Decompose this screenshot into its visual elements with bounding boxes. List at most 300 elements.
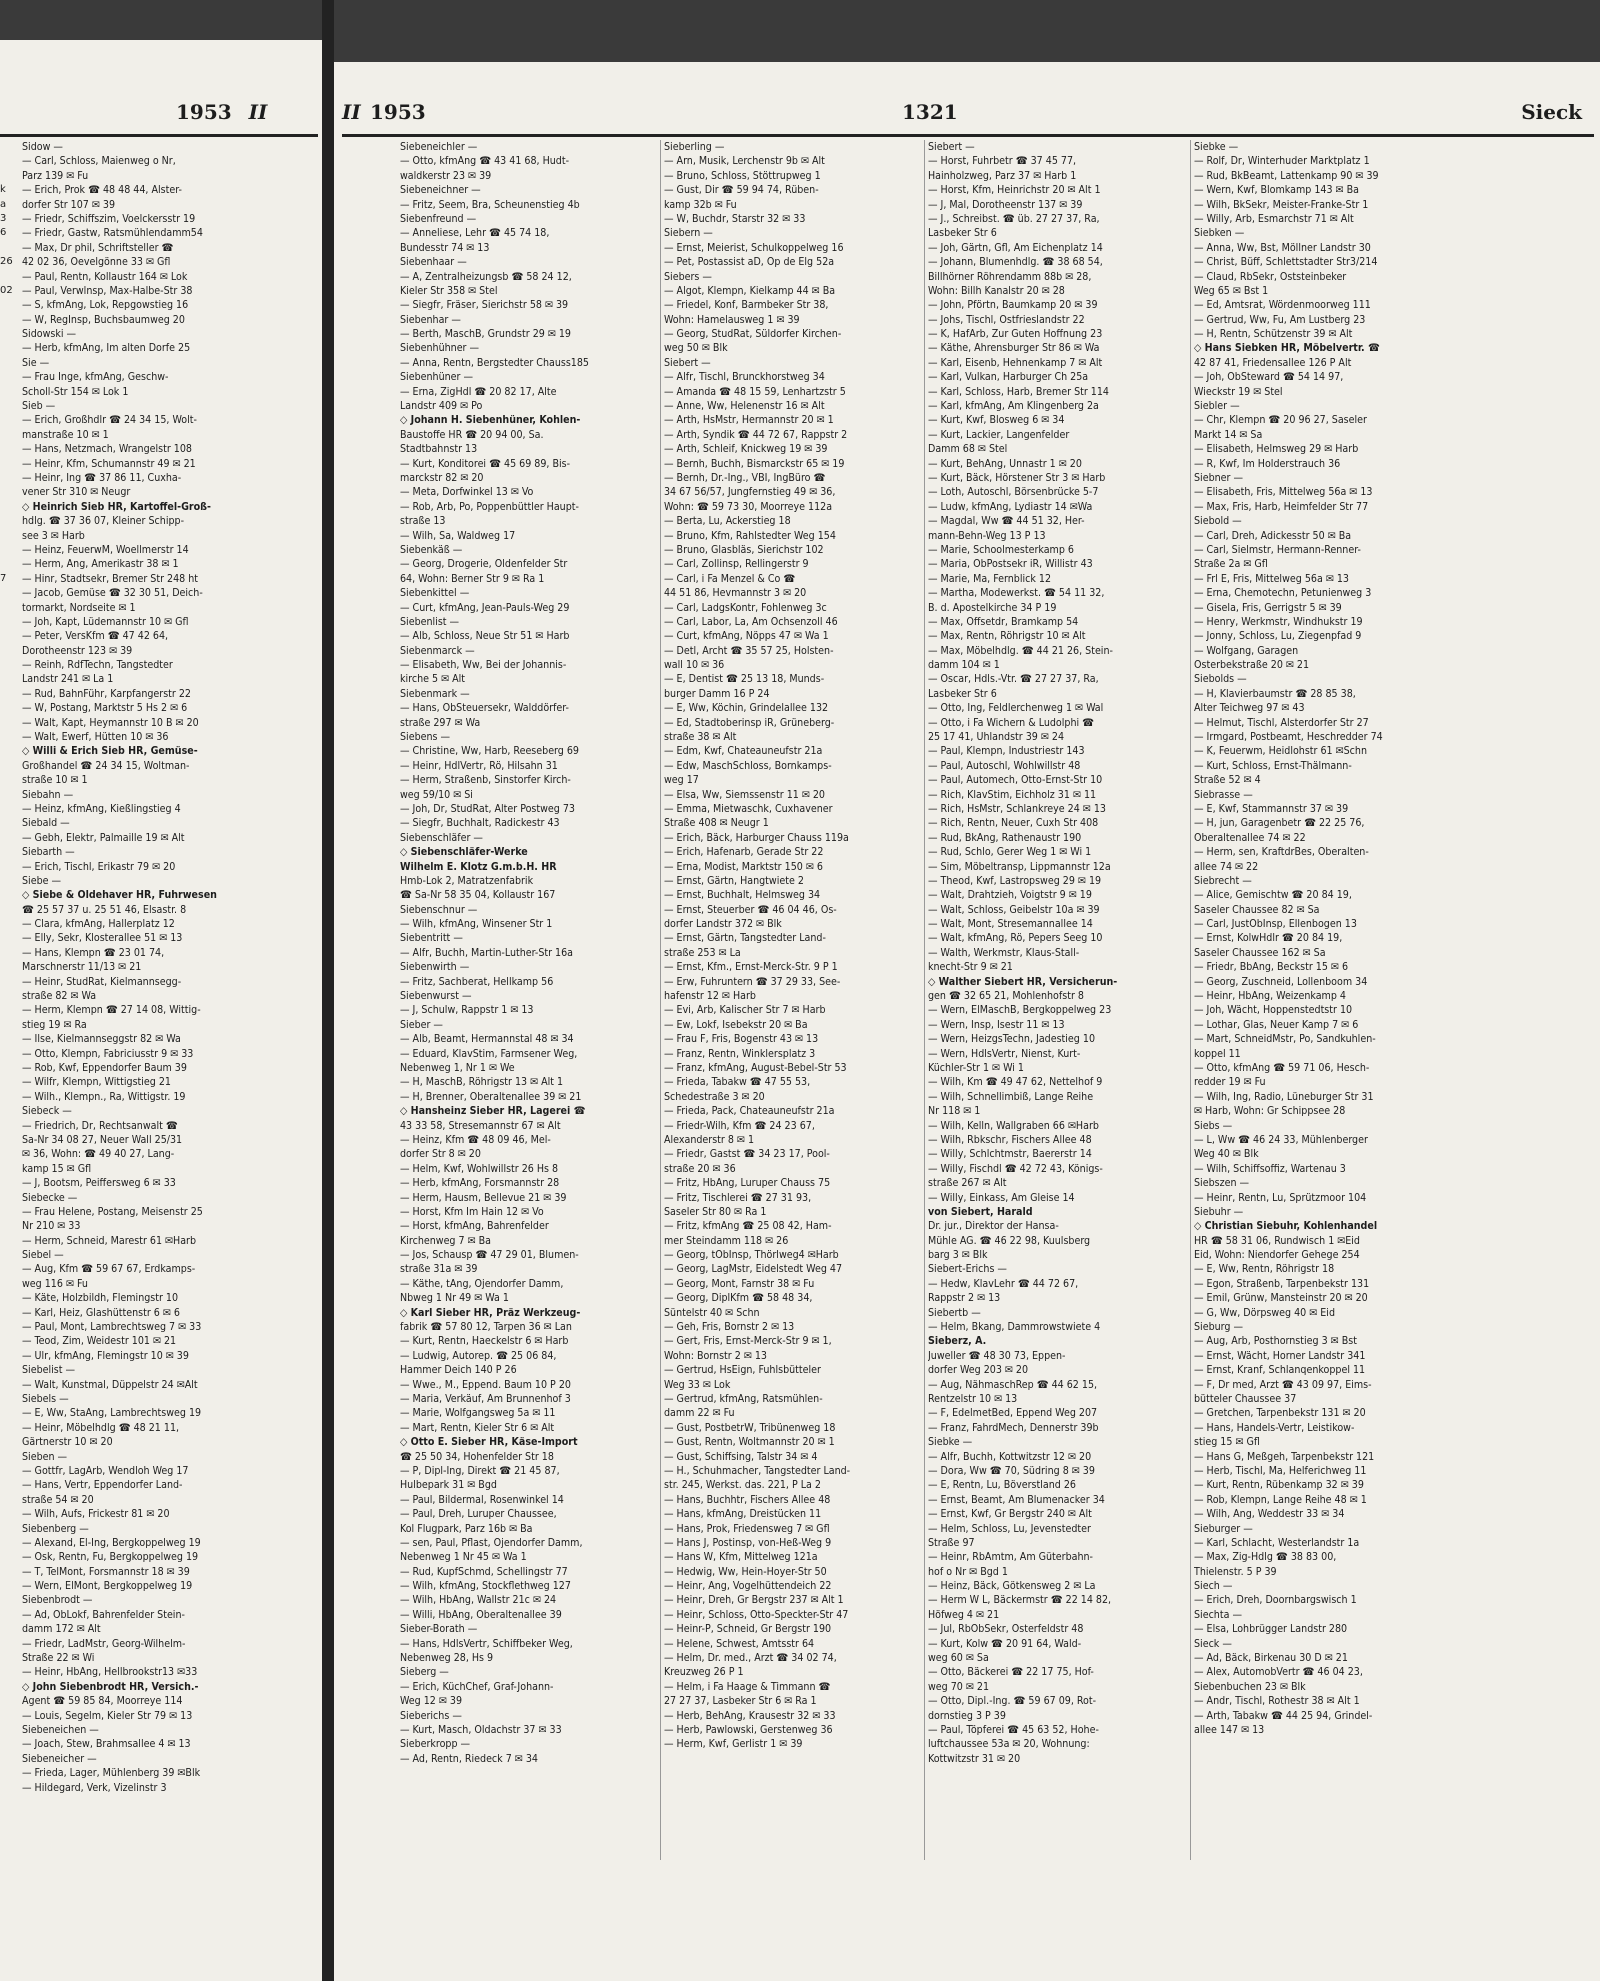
directory-entry: Eid, Wohn: Niendorfer Gehege 254 [1194,1249,1360,1262]
directory-entry: — Heinr, Ang, Vogelhüttendeich 22 [664,1580,832,1593]
directory-entry: — Emma, Mietwaschk, Cuxhavener [664,802,833,815]
directory-entry: Markt 14 ✉ Sa [1194,428,1263,441]
surname-heading: Siebels — [22,1392,69,1405]
directory-entry: — Kurt, Konditorei ☎ 45 69 89, Bis- [400,457,571,470]
directory-entry: ◇ Christian Siebuhr, Kohlenhandel [1194,1220,1378,1233]
directory-entry: Wohn: Bornstr 2 ✉ 13 [664,1349,767,1362]
directory-entry: Großhandel ☎ 24 34 15, Woltman- [22,759,190,772]
directory-entry: Oberaltenallee 74 ✉ 22 [1194,831,1306,844]
directory-entry: — Helene, Schwest, Amtsstr 64 [664,1637,815,1650]
directory-entry: see 3 ✉ Harb [22,529,85,542]
directory-entry: — Jonny, Schloss, Lu, Ziegenpfad 9 [1194,630,1362,643]
edge-fragment [0,140,22,154]
directory-entry: — Ernst, Steuerber ☎ 46 04 46, Os- [664,903,837,916]
directory-entry: — Hans, Netzmach, Wrangelstr 108 [22,443,192,456]
directory-entry: — Herm, Hausm, Bellevue 21 ✉ 39 [400,1191,567,1204]
directory-entry: — Erich, Hafenarb, Gerade Str 22 [664,846,824,859]
directory-entry: — Willy, Arb, Esmarchstr 71 ✉ Alt [1194,212,1354,225]
surname-heading: Siebeneichner — [400,184,481,197]
directory-entry: — Walt, Drahtzieh, Voigtstr 9 ✉ 19 [928,889,1092,902]
directory-entry: Straße 97 [928,1536,975,1549]
directory-entry: tormarkt, Nordseite ✉ 1 [22,601,136,614]
directory-entry: — Dora, Ww ☎ 70, Südring 8 ✉ 39 [928,1464,1095,1477]
directory-entry: weg 17 [664,774,699,787]
surname-heading: Sie — [22,356,50,369]
edge-fragment: 7 [0,572,7,584]
directory-entry: — Siegfr, Fräser, Sierichstr 58 ✉ 39 [400,299,569,312]
directory-entry: — Marie, Wolfgangsweg 5a ✉ 11 [400,1407,556,1420]
directory-entry: Hainholzweg, Parz 37 ✉ Harb 1 [928,169,1077,182]
directory-entry: — Gretchen, Tarpenbekstr 131 ✉ 20 [1194,1407,1366,1420]
directory-entry: — Herm W L, Bäckermstr ☎ 22 14 82, [928,1594,1112,1607]
directory-entry: fabrik ☎ 57 80 12, Tarpen 36 ✉ Lan [400,1321,572,1334]
directory-entry: — Heinz, Bäck, Götkensweg 2 ✉ La [928,1580,1096,1593]
directory-entry: — Fritz, HbAng, Luruper Chauss 75 [664,1177,831,1190]
directory-entry: Straße 52 ✉ 4 [1194,774,1261,787]
directory-entry: — Friedr, Gastst ☎ 34 23 17, Pool- [664,1148,830,1161]
directory-entry: — J, Mal, Dorotheenstr 137 ✉ 39 [928,198,1083,211]
directory-entry: — Wilh, Ing, Radio, Lüneburger Str 31 [1194,1090,1374,1103]
directory-entry: — Elisabeth, Fris, Mittelweg 56a ✉ 13 [1194,486,1373,499]
directory-entry: Juweller ☎ 48 30 73, Eppen- [928,1349,1066,1362]
directory-entry: — Osk, Rentn, Fu, Bergkoppelweg 19 [22,1551,199,1564]
directory-entry: Hammer Deich 140 P 26 [400,1364,517,1377]
directory-entry: — Heinr, HbAng, Hellbrookstr13 ✉33 [22,1666,198,1679]
directory-entry: — Helmut, Tischl, Alsterdorfer Str 27 [1194,716,1369,729]
directory-entry: Lasbeker Str 6 [928,687,997,700]
edge-fragment [0,471,22,485]
directory-entry: — Carl, Labor, La, Am Ochsenzoll 46 [664,615,838,628]
directory-entry: — Alfr, Tischl, Brunckhorstweg 34 [664,371,825,384]
directory-entry: — Claud, RbSekr, Oststeinbeker [1194,270,1347,283]
directory-entry: — Jul, RbObSekr, Osterfeldstr 48 [928,1623,1084,1636]
edge-fragment [0,658,22,672]
surname-heading: Siebeneicher — [22,1752,97,1765]
directory-entry: dorfer Weg 203 ✉ 20 [928,1364,1029,1377]
directory-entry: Nebenweg 1, Nr 1 ✉ We [400,1062,515,1074]
directory-entry: — Anna, Ww, Bst, Möllner Landstr 30 [1194,241,1371,254]
directory-entry: Kieler Str 358 ✉ Stel [400,284,498,297]
surname-heading: Sidowski — [22,328,77,341]
directory-entry: — H, Brenner, Oberaltenallee 39 ✉ 21 [400,1090,582,1103]
directory-entry: — Walt, Kunstmal, Düppelstr 24 ✉Alt [22,1378,198,1391]
directory-entry: straße 297 ✉ Wa [400,716,481,729]
surname-heading: Sieberkropp — [400,1738,471,1751]
directory-entry: — Amanda ☎ 48 15 59, Lenhartzstr 5 [664,385,846,398]
directory-entry: Küchler-Str 1 ✉ Wi 1 [928,1062,1024,1074]
directory-entry: — Wilfr, Klempn, Wittigstieg 21 [22,1076,171,1089]
directory-entry: Wohn: Billh Kanalstr 20 ✉ 28 [928,284,1065,297]
surname-heading: Siechta — [1194,1608,1242,1621]
directory-entry: — Ludw, kfmAng, Lydiastr 14 ✉Wa [928,500,1093,513]
directory-entry: — Wwe., M., Eppend. Baum 10 P 20 [400,1378,571,1391]
directory-entry: — Ed, Stadtoberinsp iR, Grüneberg- [664,716,835,729]
directory-entry: — E, Ww, StaAng, Lambrechtsweg 19 [22,1407,202,1420]
surname-heading: Sieburger — [1194,1522,1253,1535]
directory-entry: — Pet, Postassist aD, Op de Elg 52a [664,256,835,269]
surname-heading: Siebenmark — [400,687,470,700]
directory-entry: — Otto, Dipl.-Ing. ☎ 59 67 09, Rot- [928,1695,1097,1708]
directory-entry: — Gottfr, LagArb, Wendloh Weg 17 [22,1464,189,1477]
book-gutter [322,0,334,1981]
edge-fragment: a [0,198,7,210]
edge-fragment [0,154,22,168]
directory-entry: — Ad, ObLokf, Bahrenfelder Stein- [22,1608,185,1621]
directory-entry: — Ernst, KolwHdlr ☎ 20 84 19, [1194,932,1343,945]
directory-entry: straße 13 [400,515,446,528]
directory-entry: — Mart, SchneidMstr, Po, Sandkuhlen- [1194,1033,1376,1046]
directory-entry: — Hans, HdlsVertr, Schiffbeker Weg, [400,1637,573,1650]
directory-entry: — Käthe, Ahrensburger Str 86 ✉ Wa [928,342,1100,355]
directory-entry: — Peter, VersKfm ☎ 47 42 64, [22,630,169,643]
surname-heading: Siebke — [928,1436,973,1449]
edge-fragment: 3 [0,212,7,224]
directory-entry: — Joh, ObSteward ☎ 54 14 97, [1194,371,1344,384]
directory-entry: — Ernst, Wächt, Horner Landstr 341 [1194,1349,1366,1362]
directory-entry: Weg 12 ✉ 39 [400,1695,463,1708]
directory-entry: — Elsa, Ww, Siemssenstr 11 ✉ 20 [664,788,825,801]
directory-entry: Mühle AG. ☎ 46 22 98, Kuulsberg [928,1234,1091,1247]
directory-entry: — L, Ww ☎ 46 24 33, Mühlenberger [1194,1133,1368,1146]
directory-entry: — Kurt, Kolw ☎ 20 91 64, Wald- [928,1637,1082,1650]
directory-entry: — Ilse, Kielmannseggstr 82 ✉ Wa [22,1033,181,1046]
surname-heading: Siebens — [400,731,451,744]
directory-entry: Saseler Chaussee 162 ✉ Sa [1194,946,1326,959]
directory-entry: straße 267 ✉ Alt [928,1177,1007,1190]
directory-entry: — Willy, Schlchtmstr, Baererstr 14 [928,1148,1092,1161]
directory-entry: hafenstr 12 ✉ Harb [664,990,756,1003]
surname-heading: Siebenkittel — [400,587,470,600]
directory-entry: — Max, Dr phil, Schriftsteller ☎ [22,241,174,254]
directory-entry: — Helm, Bkang, Dammrowstwiete 4 [928,1321,1101,1334]
surname-heading: Siebken — [1194,227,1245,240]
directory-entry: — Erna, Modist, Marktstr 150 ✉ 6 [664,860,823,873]
surname-heading: Siebe — [22,874,62,887]
directory-entry: — Heinr, Dreh, Gr Bergstr 237 ✉ Alt 1 [664,1594,844,1607]
edge-fragment [0,557,22,571]
directory-entry: 42 87 41, Friedensallee 126 P Alt [1194,356,1352,369]
directory-entry: straße 38 ✉ Alt [664,731,737,744]
surname-heading: Sieber-Borath — [400,1623,478,1636]
directory-entry: 27 27 37, Lasbeker Str 6 ✉ Ra 1 [664,1695,817,1708]
directory-entry: — E, Ww, Rentn, Röhrigstr 18 [1194,1263,1335,1276]
directory-entry: manstraße 10 ✉ 1 [22,428,109,441]
directory-entry: — Horst, Kfm, Heinrichstr 20 ✉ Alt 1 [928,184,1101,197]
directory-entry: — Wilh, BkSekr, Meister-Franke-Str 1 [1194,198,1369,211]
directory-entry: — Anna, Rentn, Bergstedter Chauss185 [400,356,589,369]
directory-entry: — sen, Paul, Pflast, Ojendorfer Damm, [400,1536,583,1549]
page-number: 1321 [902,100,958,124]
edge-fragment [0,370,22,384]
directory-entry: — Gertrud, HsEign, Fuhlsbütteler [664,1364,821,1377]
directory-entry: — Heinr, Rentn, Lu, Sprützmoor 104 [1194,1191,1367,1204]
directory-entry: — Carl, Schloss, Maienweg o Nr, [22,155,176,168]
directory-entry: — E, Ww, Köchin, Grindelallee 132 [664,702,829,715]
directory-entry: weg 116 ✉ Fu [22,1277,88,1290]
directory-entry: — Fritz, Sachberat, Hellkamp 56 [400,975,554,988]
surname-heading: Sieberling — [664,141,725,153]
directory-entry: — Herb, BehAng, Krausestr 32 ✉ 33 [664,1709,836,1722]
directory-entry: Gärtnerstr 10 ✉ 20 [22,1436,113,1449]
directory-entry: — Loth, Autoschl, Börsenbrücke 5-7 [928,486,1099,499]
directory-entry: — Karl, kfmAng, Am Klingenberg 2a [928,400,1099,413]
directory-entry: — Rob, Arb, Po, Poppenbüttler Haupt- [400,500,579,513]
directory-entry: — J, Bootsm, Peiffersweg 6 ✉ 33 [22,1177,176,1190]
directory-entry: — Rud, BkBeamt, Lattenkamp 90 ✉ 39 [1194,169,1379,182]
directory-entry: — Wern, Insp, Isestr 11 ✉ 13 [928,1018,1065,1031]
directory-entry: ◇ John Siebenbrodt HR, Versich.- [22,1680,199,1693]
directory-entry: allee 74 ✉ 22 [1194,860,1259,873]
directory-entry: — Walt, Kapt, Heymannstr 10 B ✉ 20 [22,716,199,729]
surname-heading: Siebke — [1194,141,1239,153]
directory-entry: — Hans G, Meßgeh, Tarpenbekstr 121 [1194,1450,1375,1463]
surname-heading: Sieberz, A. [928,1335,987,1348]
directory-entry: — Hans, Buchhtr, Fischers Allee 48 [664,1493,831,1506]
directory-entry: — W, RegInsp, Buchsbaumweg 20 [22,313,185,326]
directory-entry: — Max, Rentn, Röhrigstr 10 ✉ Alt [928,630,1086,643]
surname-heading: Siebern — [664,227,713,240]
directory-entry: damm 172 ✉ Alt [22,1623,101,1636]
directory-entry: — Rich, KlavStim, Eichholz 31 ✉ 11 [928,788,1097,801]
directory-entry: — Frieda, Pack, Chateauneufstr 21a [664,1105,835,1118]
directory-entry: — Theod, Kwf, Lastropsweg 29 ✉ 19 [928,874,1102,887]
directory-entry: damm 104 ✉ 1 [928,659,1000,672]
directory-entry: — Hedwig, Ww, Hein-Hoyer-Str 50 [664,1565,827,1578]
directory-entry: — Wilh, kfmAng, Winsener Str 1 [400,918,553,931]
edge-fragment [0,672,22,686]
directory-entry: — Erich, Großhdlr ☎ 24 34 15, Wolt- [22,414,197,427]
directory-entry: — Heinr, Möbelhdlg ☎ 48 21 11, [22,1421,180,1434]
directory-entry: — Georg, DiplKfm ☎ 58 48 34, [664,1292,813,1305]
directory-entry: — Heinz, FeuerwM, Woellmerstr 14 [22,543,189,556]
directory-entry: — Karl, Vulkan, Harburger Ch 25a [928,371,1089,384]
directory-entry: — Friedr-Wilh, Kfm ☎ 24 23 67, [664,1119,815,1132]
directory-entry: — Wilh, Aufs, Frickestr 81 ✉ 20 [22,1508,170,1521]
directory-entry: — Aug, NähmaschRep ☎ 44 62 15, [928,1378,1098,1391]
directory-entry: koppel 11 [1194,1047,1241,1060]
directory-entry: — Rud, Schlo, Gerer Weg 1 ✉ Wi 1 [928,846,1092,859]
left-header-year: 1953 [176,100,232,124]
directory-entry: — Herm, Ang, Amerikastr 38 ✉ 1 [22,558,179,571]
directory-entry: — Aug, Arb, Posthornstieg 3 ✉ Bst [1194,1335,1357,1348]
directory-entry: Sa-Nr 34 08 27, Neuer Wall 25/31 [22,1133,183,1146]
directory-entry: ◇ Walther Siebert HR, Versicherun- [928,975,1118,988]
surname-heading: Siebs — [1194,1119,1233,1132]
directory-entry: Baustoffe HR ☎ 20 94 00, Sa. [400,428,544,441]
directory-entry: straße 253 ✉ La [664,946,741,959]
directory-entry: Nr 210 ✉ 33 [22,1220,81,1233]
directory-entry: — Kurt, BehAng, Unnastr 1 ✉ 20 [928,457,1082,470]
directory-entry: — Alexand, El-Ing, Bergkoppelweg 19 [22,1536,201,1549]
edge-fragment [0,442,22,456]
directory-entry: — H., Schuhmacher, Tangstedter Land- [664,1464,851,1477]
directory-entry: — Paul, Dreh, Luruper Chaussee, [400,1508,557,1521]
left-edge-fragments [0,140,22,701]
directory-entry: — A, Zentralheizungsb ☎ 58 24 12, [400,270,572,283]
directory-entry: Alter Teichweg 97 ✉ 43 [1194,702,1305,715]
directory-entry: — Erich, Tischl, Erikastr 79 ✉ 20 [22,860,176,873]
directory-entry: — Edm, Kwf, Chateauneufstr 21a [664,745,823,758]
directory-entry: — Emil, Grünw, Mansteinstr 20 ✉ 20 [1194,1292,1368,1305]
directory-entry: Saseler Str 80 ✉ Ra 1 [664,1205,767,1218]
directory-entry: ✉ 36, Wohn: ☎ 49 40 27, Lang- [22,1148,175,1161]
directory-entry: Damm 68 ✉ Stel [928,443,1008,456]
directory-entry: — G, Ww, Dörpsweg 40 ✉ Eid [1194,1306,1335,1319]
directory-entry: — Bernh, Dr.-Ing., VBI, IngBüro ☎ [664,471,826,484]
directory-entry: Landstr 241 ✉ La 1 [22,673,114,686]
directory-entry: — Johs, Tischl, Ostfrieslandstr 22 [928,313,1085,326]
directory-entry: — Bruno, Kfm, Rahlstedter Weg 154 [664,529,836,542]
directory-entry: Marschnerstr 11/13 ✉ 21 [22,961,142,974]
surname-heading: Sieb — [22,400,56,413]
directory-entry: allee 147 ✉ 13 [1194,1723,1265,1736]
edge-fragment [0,241,22,255]
surname-heading: Siebers — [664,270,712,283]
directory-entry: — Otto, kfmAng ☎ 59 71 06, Hesch- [1194,1062,1370,1074]
directory-entry: — Elisabeth, Ww, Bei der Johannis- [400,659,567,672]
directory-entry: — Jos, Schausp ☎ 47 29 01, Blumen- [400,1249,579,1262]
directory-entry: Lasbeker Str 6 [928,227,997,240]
directory-entry: straße 54 ✉ 20 [22,1493,94,1506]
directory-entry: — Marie, Ma, Fernblick 12 [928,572,1052,585]
column-divider [660,140,661,1860]
directory-entry: ☎ 25 50 34, Hohenfelder Str 18 [400,1450,554,1463]
directory-entry: — Karl, Eisenb, Hehnenkamp 7 ✉ Alt [928,356,1103,369]
directory-entry: — Geh, Fris, Bornstr 2 ✉ 13 [664,1321,795,1334]
directory-entry: ◇ Willi & Erich Sieb HR, Gemüse- [22,745,198,758]
directory-entry: — Georg, LagMstr, Eidelstedt Weg 47 [664,1263,843,1276]
directory-entry: — Horst, kfmAng, Bahrenfelder [400,1220,549,1233]
directory-entry: — Max, Offsetdr, Bramkamp 54 [928,615,1079,628]
edge-fragment [0,327,22,341]
directory-entry: — Wilh, HbAng, Wallstr 21c ✉ 24 [400,1594,557,1607]
directory-entry: Rentzelstr 10 ✉ 13 [928,1392,1018,1405]
directory-entry: — Ernst, Kfm., Ernst-Merck-Str. 9 P 1 [664,961,838,974]
directory-entry: — H, Rentn, Schützenstr 39 ✉ Alt [1194,328,1353,341]
directory-entry: — Erich, Bäck, Harburger Chauss 119a [664,831,849,844]
directory-entry: Weg 40 ✉ Blk [1194,1148,1259,1161]
directory-entry: — Hans, kfmAng, Dreistücken 11 [664,1508,822,1521]
directory-entry: — Heinr, Kfm, Schumannstr 49 ✉ 21 [22,457,196,470]
directory-entry: — Wilh, Km ☎ 49 47 62, Nettelhof 9 [928,1076,1103,1089]
directory-entry: — Wolfgang, Garagen [1194,644,1299,657]
directory-entry: — Hans, ObSteuersekr, Walddörfer- [400,702,569,715]
directory-entry: — Ernst, Beamt, Am Blumenacker 34 [928,1493,1105,1506]
directory-entry: 42 02 36, Oevelgönne 33 ✉ Gfl [22,256,171,269]
edge-fragment [0,169,22,183]
directory-entry: — K, Feuerwm, Heidlohstr 61 ✉Schn [1194,745,1367,758]
directory-entry: — Chr, Klempn ☎ 20 96 27, Saseler [1194,414,1367,427]
surname-heading: Sieberichs — [400,1709,462,1722]
surname-heading: Siebert — [928,141,975,153]
directory-entry: weg 50 ✉ Blk [664,342,728,355]
surname-heading: Siebert-Erichs — [928,1263,1007,1276]
surname-heading: Siebelist — [22,1364,76,1377]
directory-entry: Parz 139 ✉ Fu [22,169,89,182]
surname-heading: Siebenkäß — [400,543,463,556]
directory-entry: — Alice, Gemischtw ☎ 20 84 19, [1194,889,1352,902]
directory-entry: — Rich, HsMstr, Schlankreye 24 ✉ 13 [928,802,1106,815]
directory-entry: Thielenstr. 5 P 39 [1194,1565,1277,1578]
directory-entry: — Teod, Zim, Weidestr 101 ✉ 21 [22,1335,177,1348]
surname-heading: Siebeneichler — [400,141,478,153]
directory-entry: — Ernst, Gärtn, Hangtwiete 2 [664,874,804,887]
directory-entry: — Georg, tObInsp, Thörlweg4 ✉Harb [664,1249,839,1262]
directory-entry: Hulbepark 31 ✉ Bgd [400,1479,497,1492]
directory-entry: — Heinr, Ing ☎ 37 86 11, Cuxha- [22,471,182,484]
surname-heading: Sieck — [1194,1637,1232,1650]
directory-entry: — Kurt, Bäck, Hörstener Str 3 ✉ Harb [928,471,1106,484]
edge-fragment [0,629,22,643]
directory-entry: Billhörner Röhrendamm 88b ✉ 28, [928,270,1092,283]
directory-entry: — Christ, Büff, Schlettstadter Str3/214 [1194,256,1378,269]
directory-entry: ◇ Johann H. Siebenhüner, Kohlen- [400,414,581,427]
directory-entry: — Ad, Bäck, Birkenau 30 D ✉ 21 [1194,1652,1348,1665]
directory-entry: — Gebh, Elektr, Palmaille 19 ✉ Alt [22,831,185,844]
directory-entry: — Arth, HsMstr, Hermannstr 20 ✉ 1 [664,414,834,427]
directory-entry: — Hedw, KlavLehr ☎ 44 72 67, [928,1277,1079,1290]
directory-entry: — Joh, Gärtn, Gfl, Am Eichenplatz 14 [928,241,1103,254]
directory-entry: — Kurt, Schloss, Ernst-Thälmann- [1194,759,1352,772]
surname-heading: von Siebert, Harald [928,1205,1033,1218]
edge-fragment [0,313,22,327]
surname-heading: Sieberg — [400,1666,449,1679]
edge-fragment [0,514,22,528]
directory-entry: — Herb, kfmAng, Im alten Dorfe 25 [22,342,191,355]
directory-entry: Wohn: Hamelausweg 1 ✉ 39 [664,313,800,326]
directory-entry: — Ludwig, Autorep. ☎ 25 06 84, [400,1349,557,1362]
directory-entry: — Erw, Fuhruntern ☎ 37 29 33, See- [664,975,841,988]
directory-entry: — Helm, Schloss, Lu, Jevenstedter [928,1522,1091,1535]
directory-entry: — Bruno, Schloss, Stöttrupweg 1 [664,169,821,182]
directory-entry: ◇ Hansheinz Sieber HR, Lagerei ☎ [400,1105,586,1118]
directory-entry: — Gertrud, kfmAng, Ratsmühlen- [664,1392,823,1405]
directory-entry: — Ulr, kfmAng, Flemingstr 10 ✉ 39 [22,1349,189,1362]
directory-entry: — Frau Helene, Postang, Meisenstr 25 [22,1205,203,1218]
directory-entry: — Karl, Schloss, Harb, Bremer Str 114 [928,385,1109,398]
edge-fragment [0,687,22,701]
directory-entry: — Elly, Sekr, Klosterallee 51 ✉ 13 [22,932,183,945]
directory-entry: Nr 118 ✉ 1 [928,1105,981,1118]
directory-entry: — Georg, Zuschneid, Lollenboom 34 [1194,975,1368,988]
directory-entry: 34 67 56/57, Jungfernstieg 49 ✉ 36, [664,486,836,499]
directory-entry: — Marie, Schoolmesterkamp 6 [928,543,1074,556]
directory-entry: — Kurt, Rentn, Haeckelstr 6 ✉ Harb [400,1335,569,1348]
directory-entry: — Heinr-P, Schneid, Gr Bergstr 190 [664,1623,832,1636]
edge-fragment [0,270,22,284]
directory-entry: — Hans, Prok, Friedensweg 7 ✉ Gfl [664,1522,830,1535]
directory-entry: — Frieda, Lager, Mühlenberg 39 ✉Blk [22,1767,201,1780]
surname-heading: Sieburg — [1194,1321,1244,1334]
directory-entry: — Berta, Lu, Ackerstieg 18 [664,515,791,528]
directory-entry: — Herm, Kwf, Gerlistr 1 ✉ 39 [664,1738,803,1751]
directory-entry: Rappstr 2 ✉ 13 [928,1292,1001,1305]
directory-entry: bütteler Chaussee 37 [1194,1392,1297,1405]
directory-entry: — Willy, Fischdl ☎ 42 72 43, Königs- [928,1162,1103,1175]
directory-entry: — K, HafArb, Zur Guten Hoffnung 23 [928,328,1103,341]
edge-fragment: 6 [0,227,7,239]
directory-entry: — Walt, Mont, Stresemannallee 14 [928,918,1093,931]
directory-entry: — S, kfmAng, Lok, Repgowstieg 16 [22,299,189,312]
directory-entry: — Paul, Töpferei ☎ 45 63 52, Hohe- [928,1723,1099,1736]
directory-entry: — J, Schulw, Rappstr 1 ✉ 13 [400,1004,534,1017]
right-header-part: II [342,100,361,124]
directory-entry: — Friedr, LadMstr, Georg-Wilhelm- [22,1637,186,1650]
directory-entry: Kottwitzstr 31 ✉ 20 [928,1752,1021,1765]
directory-entry: — Gert, Fris, Ernst-Merck-Str 9 ✉ 1, [664,1335,832,1348]
directory-entry: — Clara, kfmAng, Hallerplatz 12 [22,918,175,931]
directory-entry: — Anneliese, Lehr ☎ 45 74 18, [400,227,550,240]
